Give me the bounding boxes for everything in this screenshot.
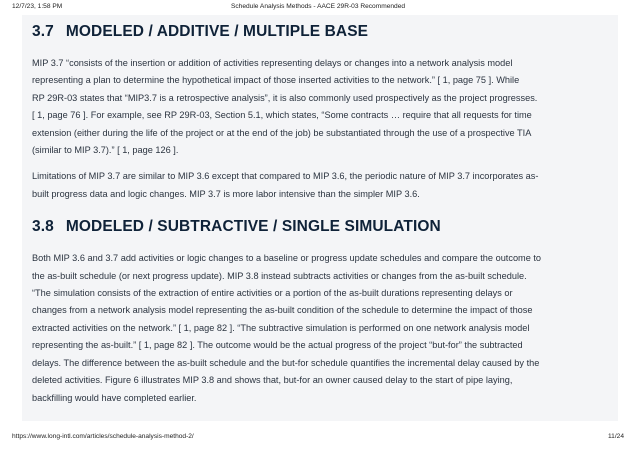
- print-footer: [12, 433, 624, 443]
- section-3-8-heading: [32, 218, 612, 236]
- text-line: RP 29R-03 states that “MIP3.7 is a retrospective analysis”, it is also commonly used prospectively as the project progresses.: [32, 92, 538, 103]
- text-line: [ 1, page 76 ]. For example, see RP 29R-03, Section 5.1, which states, “Some contracts … require that all requests for time: [32, 110, 532, 121]
- text-line: Limitations of MIP 3.7 are similar to MIP 3.6 except that compared to MIP 3.6, the periodic nature of MIP 3.7 incorporates as-: [32, 171, 539, 182]
- print-header: [12, 3, 624, 13]
- print-url: https://www.long-intl.com/articles/schedule-analysis-method-2/: [12, 433, 194, 440]
- text-line: (similar to MIP 3.7).” [ 1, page 126 ].: [32, 145, 179, 156]
- text-line: the as-built schedule (or next progress update). MIP 3.8 instead subtracts activities or changes from the as-built schedule.: [32, 270, 527, 281]
- text-line: deleted activities. Figure 6 illustrates MIP 3.8 and shows that, but-for an owner caused delay to the start of pipe laying,: [32, 375, 513, 386]
- section-number: 3.7: [32, 23, 54, 40]
- print-datetime: 12/7/23, 1:58 PM: [12, 3, 63, 10]
- section-3-8-paragraph-1: [32, 250, 612, 407]
- text-line: representing a plan to determine the hypothetical impact of those inserted activities to the network.” [ 1, page 75 ]. While: [32, 75, 520, 86]
- text-line: delays. The difference between the as-built schedule and the but-for schedule quantifies the incremental delay caused by the: [32, 357, 540, 368]
- section-3-7-heading: [32, 23, 612, 41]
- text-line: changes from a network analysis model representing the as-built condition of the schedule to determine the impact of those: [32, 305, 533, 316]
- print-page-number: 11/24: [607, 433, 624, 440]
- text-line: extracted activities on the network.” [ 1, page 82 ]. “The subtractive simulation is performed on one network analysis model: [32, 322, 530, 333]
- article-content: [22, 15, 618, 421]
- text-line: built progress data and logic changes. MIP 3.7 is more labor intensive than the simpler MIP 3.6.: [32, 188, 420, 199]
- section-number: 3.8: [32, 218, 54, 236]
- section-3-7-paragraph-1: [32, 55, 612, 159]
- text-line: Both MIP 3.6 and 3.7 add activities or logic changes to a baseline or progress update schedules and compare the outcome to: [32, 253, 542, 264]
- print-page-title: Schedule Analysis Methods - AACE 29R-03 Recommended: [230, 3, 406, 10]
- section-title: MODELED / SUBTRACTIVE / SINGLE SIMULATION: [65, 218, 441, 236]
- section-title: MODELED / ADDITIVE / MULTIPLE BASE: [65, 23, 369, 40]
- section-3-7-paragraph-2: [32, 168, 612, 203]
- article-body: [32, 23, 612, 407]
- text-line: MIP 3.7 “consists of the insertion or addition of activities representing delays or changes into a network analysis model: [32, 58, 513, 68]
- text-line: representing the as-built.” [ 1, page 82 ]. The outcome would be the actual progress of the project “but-for” the subtracted: [32, 340, 523, 351]
- text-line: extension (either during the life of the project or at the end of the job) be substantiated through the use of a prospective TIA: [32, 127, 532, 138]
- text-line: “The simulation consists of the extraction of entire activities or a portion of the as-built durations representing delays or: [32, 288, 513, 299]
- text-line: backfilling would have completed earlier.: [32, 392, 197, 403]
